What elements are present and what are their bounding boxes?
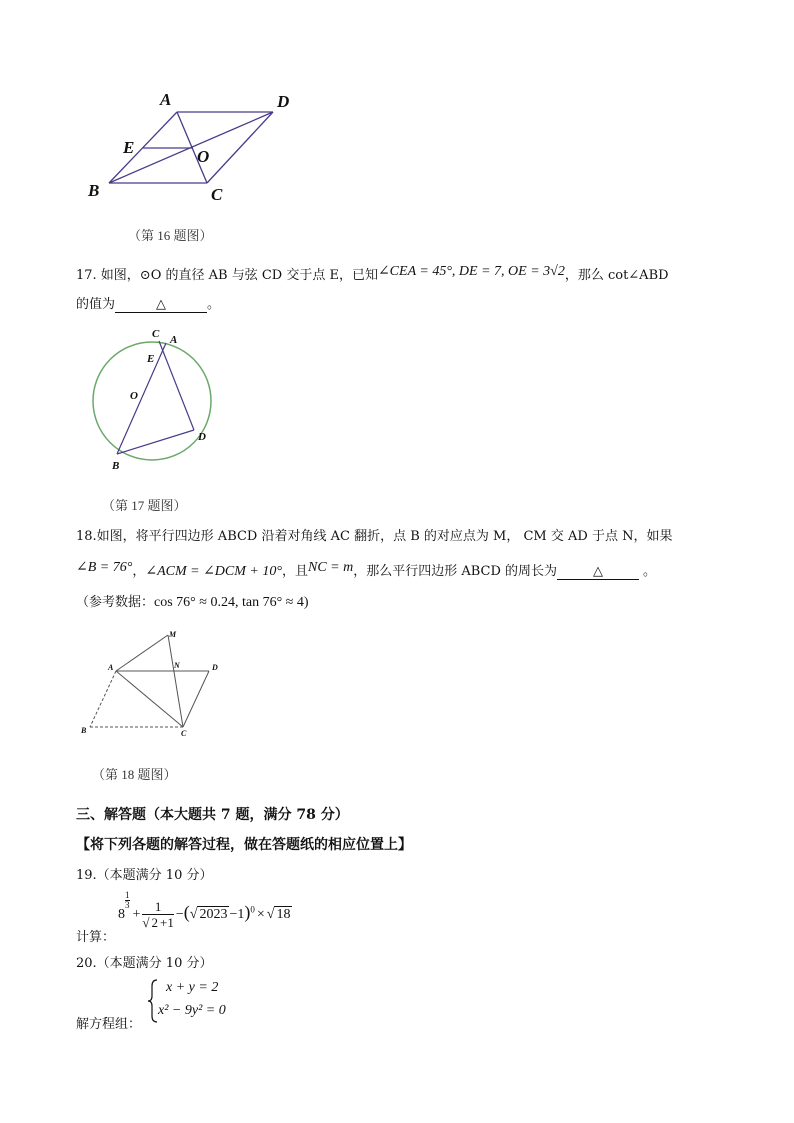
q19-exp-den: 3 [125, 900, 130, 910]
q18-line1: 18.如图，将平行四边形 ABCD 沿着对角线 AC 翻折，点 B 的对应点为 M， CM 交 AD 于点 N，如果 [76, 529, 673, 544]
q18-reference [76, 591, 309, 611]
fig18-segment-am [116, 635, 168, 671]
q18-ref-math: cos 76° ≈ 0.24, tan 76° ≈ 4) [154, 595, 309, 610]
q18-end: 。 [643, 564, 657, 579]
q17-answer-blank[interactable] [115, 298, 207, 313]
fig16-label-d: D [277, 92, 290, 111]
section-title: 三、解答题（本大题共 7 题，满分 78 分） [76, 807, 349, 823]
q19-paren-sqrt: 2023 [199, 907, 228, 922]
figure-16 [80, 85, 310, 210]
fig17-label-e: E [147, 353, 155, 365]
q19-times: × [256, 907, 265, 922]
fig16-label-c: C [211, 185, 223, 204]
q20-eq1: x + y = 2 [166, 980, 219, 995]
q17-end: 。 [207, 297, 221, 312]
q18-nc: NC = m [307, 560, 354, 575]
fig18-label-n: N [174, 661, 180, 670]
q17-condition: ∠CEA = 45°, DE = 7, OE = 3√2 [377, 264, 565, 279]
fig16-side-cd [207, 112, 273, 183]
q19-expression: 8 $\frac{1}{3}$ + $\frac{1}{√ 2 +1}$ −(√ 2023 −1)$^0$ × √ 18 [118, 890, 291, 930]
fig17-label-c: C [152, 328, 160, 340]
fig18-diagonal-ac [116, 671, 183, 727]
q19-plus: + [132, 907, 141, 922]
q17-blank-marker: △ [156, 297, 167, 312]
q18-blank-marker: △ [593, 564, 604, 579]
figure-17 [80, 324, 220, 476]
q18-sep1: ， [132, 564, 146, 579]
fig18-label-a: A [108, 663, 114, 672]
fig18-folded-ab [90, 671, 116, 727]
q20-brace [148, 978, 158, 1024]
fig18-label-d: D [212, 663, 218, 672]
q19-head: 19.（本题满分 10 分） [76, 868, 213, 883]
fig16-label-e: E [123, 138, 135, 157]
fig18-label-m: M [169, 630, 177, 639]
q18-mid: ，那么平行四边形 ABCD 的周长为 [353, 564, 558, 579]
q17-prefix: 17. 如图，⊙O 的直径 AB 与弦 CD 交于点 E，已知 [76, 268, 378, 283]
q18-angle-acm: ∠ACM = ∠DCM + 10° [145, 564, 282, 579]
q18-ref-label: （参考数据： [76, 595, 155, 610]
q18-answer-blank[interactable] [557, 565, 639, 580]
fig17-label-o: O [130, 390, 138, 402]
q17-answer-label: 的值为 [76, 297, 116, 312]
q19-exp-num: 1 [125, 890, 130, 900]
q19-power: 0 [250, 904, 255, 915]
fig16-label-o: O [197, 147, 210, 166]
q19-paren-rest: −1 [229, 907, 245, 922]
fig18-label-c: C [181, 729, 187, 738]
q18-sep2: ，且 [281, 564, 308, 579]
q19-minus: − [175, 907, 184, 922]
q19-frac-den: √ 2 +1 [142, 914, 174, 930]
q19-frac-num: 1 [142, 899, 173, 915]
q19-fraction [142, 899, 173, 931]
fig17-caption: （第 17 题图） [102, 498, 187, 513]
fig17-label-d: D [198, 431, 206, 443]
figure-18 [76, 626, 226, 741]
q20-head: 20.（本题满分 10 分） [76, 956, 213, 971]
fig17-label-b: B [112, 460, 120, 472]
q19-frac-den-rest: +1 [160, 914, 174, 930]
q20-label: 解方程组： [76, 1017, 142, 1032]
fig18-caption: （第 18 题图） [92, 767, 177, 782]
q19-last-sqrt: 18 [276, 907, 291, 922]
q17-line2 [76, 293, 220, 313]
fig18-side-cd [183, 671, 209, 727]
fig16-label-b: B [88, 181, 100, 200]
fig16-label-a: A [160, 90, 172, 109]
fig18-label-b: B [81, 726, 87, 735]
fig16-caption: （第 16 题图） [128, 228, 213, 243]
q19-label: 计算： [76, 930, 116, 945]
q17-line1 [76, 264, 669, 284]
fig18-segment-cm [168, 635, 183, 727]
q17-suffix: ，那么 cot∠ABD [564, 268, 669, 283]
fig17-label-a: A [170, 334, 178, 346]
q18-line2 [76, 560, 656, 580]
fig17-diameter-ab [117, 343, 166, 454]
q19-frac-den-sqrt: 2 [151, 914, 159, 930]
q20-system [148, 978, 248, 1024]
q19-base: 8 [118, 907, 125, 922]
q18-angle-b: ∠B = 76° [76, 560, 133, 575]
fig17-chord-bd [117, 430, 194, 454]
section-instruction: 【将下列各题的解答过程，做在答题纸的相应位置上】 [76, 837, 412, 853]
q20-eq2: x² − 9y² = 0 [158, 1003, 226, 1018]
